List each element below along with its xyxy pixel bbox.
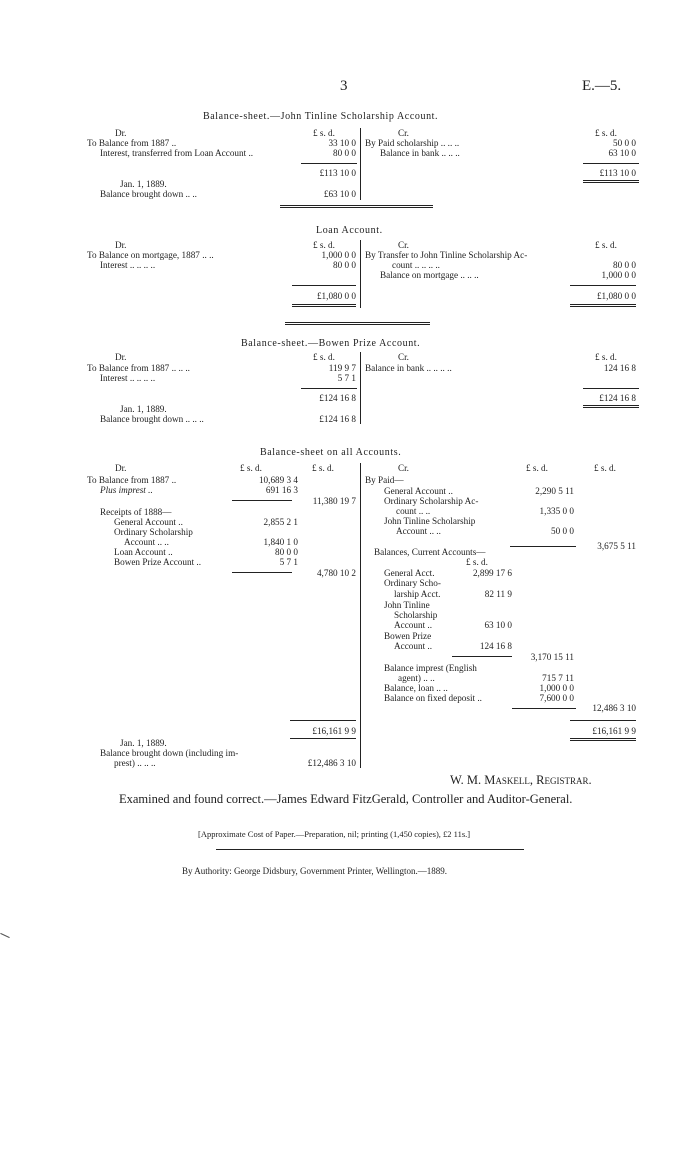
all-current-total: 3,170 15 11 <box>530 652 574 662</box>
examined-statement: Examined and found correct.—James Edward FitzGerald, Controller and Auditor-General. <box>119 792 573 806</box>
all-title: Balance-sheet on all Accounts. <box>260 447 402 458</box>
page-number: 3 <box>340 78 348 94</box>
all-current-value-8: 124 16 8 <box>479 641 512 651</box>
bowen-title: Balance-sheet.—Bowen Prize Account. <box>241 338 421 349</box>
all-dr-row-7: Account .. .. <box>124 537 169 547</box>
all-dr-row-8: Loan Account .. <box>114 547 173 557</box>
all-dr-row-9: Bowen Prize Account .. <box>114 557 202 567</box>
all-dr-subtotal-2: 4,780 10 2 <box>316 568 356 578</box>
tinline-dr-heading: Dr. <box>115 128 127 138</box>
edge-mark <box>0 933 9 938</box>
tinline-dr-value-1: 33 10 0 <box>328 138 356 148</box>
all-current-row-4: John Tinline <box>384 600 430 610</box>
all-cr-value-2: 2,290 5 11 <box>535 486 574 496</box>
document-reference: E.—5. <box>582 78 622 94</box>
tinline-brought-down-value: £63 10 0 <box>323 189 356 199</box>
all-current-row-5: Scholarship <box>394 610 438 620</box>
tinline-cr-heading: Cr. <box>398 128 409 138</box>
all-current-row-7: Bowen Prize <box>384 631 432 641</box>
all-dr-value-9: 5 7 1 <box>279 557 298 567</box>
all-cr-row-6: Account .. .. <box>396 526 441 536</box>
all-dr-value-5: 2,855 2 1 <box>263 517 298 527</box>
tinline-date: Jan. 1, 1889. <box>120 179 167 189</box>
all-date: Jan. 1, 1889. <box>120 738 167 748</box>
all-current-row-1: General Acct. <box>384 568 435 578</box>
all-dr-subtotal-1: 11,380 19 7 <box>312 496 356 506</box>
all-current-row-2: Ordinary Scho- <box>384 578 441 588</box>
tinline-cr-value-2: 63 10 0 <box>608 148 636 158</box>
all-cr-heading: Cr. <box>398 463 409 473</box>
all-dr-lsd-1: £ s. d. <box>240 463 262 473</box>
tinline-cr-lsd: £ s. d. <box>595 128 617 138</box>
loan-cr-value-2: 80 0 0 <box>613 260 636 270</box>
loan-dr-heading: Dr. <box>115 240 127 250</box>
all-cr-row-5: John Tinline Scholarship <box>384 516 476 526</box>
all-dr-value-8: 80 0 0 <box>275 547 298 557</box>
all-bal-total: 12,486 3 10 <box>592 703 636 713</box>
bowen-brought-down-label: Balance brought down .. .. .. <box>100 414 204 424</box>
tinline-dr-total: £113 10 0 <box>319 168 356 178</box>
loan-cr-value-3: 1,000 0 0 <box>601 270 636 280</box>
tinline-dr-row-2: Interest, transferred from Loan Account .. <box>100 148 254 158</box>
registrar-signature: W. M. Maskell, Registrar. <box>450 773 592 787</box>
all-current-row-8: Account .. <box>394 641 433 651</box>
all-current-value-6: 63 10 0 <box>484 620 512 630</box>
loan-dr-row-1: To Balance on mortgage, 1887 .. .. <box>87 250 214 260</box>
bowen-dr-heading: Dr. <box>115 352 127 362</box>
all-bal-row-1: Balance imprest (English <box>384 663 477 673</box>
all-cr-subtotal-1: 3,675 5 11 <box>597 541 636 551</box>
tinline-dr-lsd: £ s. d. <box>313 128 335 138</box>
all-cr-lsd-2: £ s. d. <box>594 463 616 473</box>
all-current-lsd: £ s. d. <box>466 557 488 567</box>
all-current-heading: Balances, Current Accounts— <box>374 547 486 557</box>
all-cr-value-6: 50 0 0 <box>551 526 574 536</box>
tinline-cr-row-2: Balance in bank .. .. .. <box>380 148 460 158</box>
tinline-cr-row-1: By Paid scholarship .. .. .. <box>365 138 460 148</box>
all-dr-row-6: Ordinary Scholarship <box>114 527 193 537</box>
loan-dr-value-1: 1,000 0 0 <box>321 250 356 260</box>
bowen-date: Jan. 1, 1889. <box>120 404 167 414</box>
all-dr-value-2: 691 16 3 <box>265 485 298 495</box>
loan-cr-lsd: £ s. d. <box>595 240 617 250</box>
all-current-row-3: larship Acct. <box>394 589 441 599</box>
loan-dr-value-2: 80 0 0 <box>333 260 356 270</box>
bowen-cr-heading: Cr. <box>398 352 409 362</box>
all-cr-row-2: General Account .. <box>384 486 453 496</box>
bowen-cr-total: £124 16 8 <box>599 393 636 403</box>
loan-cr-row-1: By Transfer to John Tinline Scholarship Ac- <box>365 250 528 260</box>
all-brought-down-label-1: Balance brought down (including im- <box>100 748 239 758</box>
bowen-dr-total: £124 16 8 <box>319 393 356 403</box>
all-dr-heading: Dr. <box>115 463 127 473</box>
all-bal-value-2: 715 7 11 <box>542 673 574 683</box>
tinline-cr-value-1: 50 0 0 <box>613 138 636 148</box>
all-cr-row-3: Ordinary Scholarship Ac- <box>384 496 479 506</box>
loan-cr-heading: Cr. <box>398 240 409 250</box>
tinline-cr-total: £113 10 0 <box>599 168 636 178</box>
cost-note: [Approximate Cost of Paper.—Preparation, nil; printing (1,450 copies), £2 11s.] <box>198 829 471 839</box>
all-brought-down-value: £12,486 3 10 <box>307 758 356 768</box>
all-bal-row-3: Balance, loan .. .. <box>384 683 448 693</box>
all-bal-value-3: 1,000 0 0 <box>539 683 574 693</box>
tinline-dr-row-1: To Balance from 1887 .. <box>87 138 177 148</box>
all-cr-row-1: By Paid— <box>365 475 404 485</box>
loan-cr-row-3: Balance on mortgage .. .. .. <box>380 270 479 280</box>
loan-dr-row-2: Interest .. .. .. .. <box>100 260 156 270</box>
all-current-row-6: Account .. <box>394 620 433 630</box>
printer-authority: By Authority: George Didsbury, Government Printer, Wellington.—1889. <box>182 866 447 876</box>
bowen-dr-value-1: 119 9 7 <box>328 363 356 373</box>
all-cr-value-4: 1,335 0 0 <box>539 506 574 516</box>
tinline-brought-down-label: Balance brought down .. .. <box>100 189 197 199</box>
loan-cr-row-2: count .. .. .. .. <box>392 260 440 270</box>
loan-dr-total: £1,080 0 0 <box>316 291 356 301</box>
all-dr-row-5: General Account .. <box>114 517 183 527</box>
all-bal-row-2: agent) .. .. <box>398 673 435 683</box>
all-dr-value-1: 10,689 3 4 <box>258 475 298 485</box>
all-dr-value-7: 1,840 1 0 <box>263 537 298 547</box>
tinline-title: Balance-sheet.—John Tinline Scholarship Account. <box>203 111 439 122</box>
all-dr-row-4: Receipts of 1888— <box>100 507 172 517</box>
loan-title: Loan Account. <box>316 225 383 236</box>
all-cr-row-4: count .. .. <box>396 506 431 516</box>
all-bal-row-4: Balance on fixed deposit .. <box>384 693 482 703</box>
bowen-dr-row-1: To Balance from 1887 .. .. .. <box>87 363 190 373</box>
bowen-dr-lsd: £ s. d. <box>313 352 335 362</box>
bowen-cr-value-1: 124 16 8 <box>603 363 636 373</box>
bowen-brought-down-value: £124 16 8 <box>319 414 356 424</box>
all-cr-lsd-1: £ s. d. <box>526 463 548 473</box>
all-current-value-1: 2,899 17 6 <box>472 568 512 578</box>
bowen-dr-row-2: Interest .. .. .. .. <box>100 373 156 383</box>
all-bal-value-4: 7,600 0 0 <box>539 693 574 703</box>
all-dr-total: £16,161 9 9 <box>312 726 356 736</box>
all-current-value-3: 82 11 9 <box>484 589 512 599</box>
loan-cr-total: £1,080 0 0 <box>596 291 636 301</box>
all-brought-down-label-2: prest) .. .. .. <box>114 758 156 768</box>
bowen-cr-lsd: £ s. d. <box>595 352 617 362</box>
bowen-cr-row-1: Balance in bank .. .. .. .. <box>365 363 452 373</box>
loan-dr-lsd: £ s. d. <box>313 240 335 250</box>
bowen-dr-value-2: 5 7 1 <box>337 373 356 383</box>
all-cr-total: £16,161 9 9 <box>592 726 636 736</box>
all-dr-row-1: To Balance from 1887 .. <box>87 475 177 485</box>
tinline-dr-value-2: 80 0 0 <box>333 148 356 158</box>
all-dr-row-2: Plus imprest .. <box>100 485 153 495</box>
all-dr-lsd-2: £ s. d. <box>312 463 334 473</box>
